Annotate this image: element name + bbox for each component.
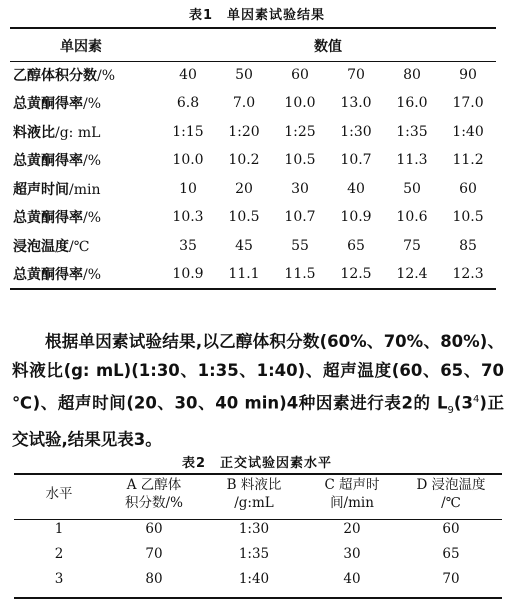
table2-cell: 1: [54, 520, 64, 537]
table1-cell: 10.5: [452, 209, 484, 226]
table2-cell: 1:35: [238, 545, 270, 562]
table1-cell: 13.0: [340, 95, 372, 112]
table1-cell: 10.3: [172, 209, 204, 226]
table1-cell: 11.5: [284, 266, 316, 283]
table1-cell: 60: [291, 66, 309, 83]
table2-cell: 1:30: [238, 520, 270, 537]
table1-cell: 17.0: [452, 95, 484, 112]
table1-cell: 10.7: [284, 209, 316, 226]
table1-row-label-text: 乙醇体积分数: [13, 67, 97, 84]
table1: [10, 32, 496, 289]
table1-cell: 1:40: [452, 123, 484, 140]
table2-header-rule: [14, 519, 502, 520]
table2-cell: 70: [145, 545, 163, 562]
table1-cell: 16.0: [396, 95, 428, 112]
table1-row-label: [10, 118, 160, 147]
table1-cell: 6.8: [176, 95, 200, 112]
table1-row-label-text: 总黄酮得率: [13, 153, 83, 170]
table2-cell: 70: [442, 570, 460, 587]
table2-cell: 40: [343, 570, 361, 587]
table2-header-cell: [104, 474, 204, 516]
table2-header-line1: C 超声时: [324, 477, 380, 493]
paragraph-subscript: 9: [447, 404, 454, 416]
table1-row-label: [10, 61, 160, 90]
table2-header-cell: [14, 474, 104, 516]
table2-caption: 表2 正交试验因素水平: [181, 456, 333, 471]
table1-cell: 60: [459, 180, 477, 197]
table1-cell: 85: [459, 237, 477, 254]
table1-row-label-text: 料液比: [13, 124, 55, 141]
table1-bottom-rule: [10, 288, 496, 290]
table1-cell: 40: [347, 180, 365, 197]
table1-row: [10, 146, 496, 175]
table1-cell: 80: [403, 66, 421, 83]
table1-cell: 90: [459, 66, 477, 83]
table1-header-row: [10, 32, 496, 61]
table1-row-label-text: 总黄酮得率: [13, 96, 83, 113]
table1-row-label-unit: /%: [83, 153, 102, 170]
paragraph-text-mid: (3: [453, 393, 473, 413]
table2-header-line1: A 乙醇体: [126, 477, 182, 493]
table1-cell: 10.6: [396, 209, 428, 226]
table2-cell: 80: [145, 570, 163, 587]
table2-header-line1: B 料液比: [226, 477, 282, 493]
table1-row-label-unit: /min: [69, 181, 101, 198]
table2-cell: 30: [343, 545, 361, 562]
table1-row-label-unit: /%: [83, 267, 102, 284]
table1-row: [10, 118, 496, 147]
table1-cell: 10.5: [228, 209, 260, 226]
table1-cell: 45: [235, 237, 253, 254]
table1-cell: 65: [347, 237, 365, 254]
table1-row-label: [10, 175, 160, 204]
table1-row-label: [10, 260, 160, 289]
table2-header-cell: [304, 474, 400, 516]
table2-header-cell: [204, 474, 304, 516]
table1-row: [10, 232, 496, 261]
table2-bottom-rule: [14, 597, 502, 599]
table2-row: [14, 541, 502, 566]
table1-cell: 1:30: [340, 123, 372, 140]
table2-header-cell: [400, 474, 502, 516]
table1-cell: 10.0: [284, 95, 316, 112]
table1-cell: 35: [179, 237, 197, 254]
table1-row: [10, 61, 496, 90]
table2-cell: 60: [442, 520, 460, 537]
table1-cell: 7.0: [232, 95, 256, 112]
table1-cell: 1:15: [172, 123, 204, 140]
table1-cell: 12.5: [340, 266, 372, 283]
table1-row-label-unit: /℃: [69, 238, 90, 255]
table1-cell: 11.1: [228, 266, 260, 283]
table1-cell: 75: [403, 237, 421, 254]
table1-cell: 11.3: [396, 152, 428, 169]
table1-row-label-unit: /%: [83, 210, 102, 227]
table1-cell: 40: [179, 66, 197, 83]
table1-row-label: [10, 203, 160, 232]
table1-cell: 10.0: [172, 152, 204, 169]
table1-header-values: 数值: [314, 39, 343, 56]
table1-row-label-text: 超声时间: [13, 181, 69, 198]
paragraph-superscript: 4: [472, 394, 480, 405]
table1-cell: 20: [235, 180, 253, 197]
table1-row-label-text: 总黄酮得率: [13, 267, 83, 284]
table1-header-factor: 单因素: [60, 39, 102, 56]
table1-cell: 10.9: [172, 266, 204, 283]
table1-row-label-unit: /%: [83, 96, 102, 113]
table1-cell: 55: [291, 237, 309, 254]
table2-header-line2: 间/min: [330, 495, 374, 511]
table1-cell: 50: [235, 66, 253, 83]
table1-row: [10, 175, 496, 204]
table1-row-label: [10, 146, 160, 175]
table1-cell: 10.2: [228, 152, 260, 169]
table2-header-line1: 水平: [45, 486, 73, 502]
table2-cell: 1:40: [238, 570, 270, 587]
table1-row-label: [10, 89, 160, 118]
table1-cell: 1:20: [228, 123, 260, 140]
paragraph-text: [12, 327, 504, 454]
table1-row: [10, 260, 496, 289]
table1-row-label-text: 浸泡温度: [13, 238, 69, 255]
table2-cell: 3: [54, 570, 64, 587]
paragraph-text-after: )正交试验,结果见表3。: [12, 393, 504, 449]
paragraph-text-before: 根据单因素试验结果,以乙醇体积分数(60%、70%、80%)、料液比(g: mL)(1:30、1:35、1:40)、超声温度(60、65、70 ℃)、超声时间(20、30、40 min)4种因素进行表2的 L: [12, 332, 504, 413]
table1-row-label-unit: /g: mL: [55, 124, 101, 141]
table2-cell: 20: [343, 520, 361, 537]
table2-row: [14, 566, 502, 591]
table2-cell: 2: [54, 545, 64, 562]
table1-cell: 30: [291, 180, 309, 197]
table1-row-label-unit: /%: [97, 67, 116, 84]
table2-cell: 60: [145, 520, 163, 537]
table2-cell: 65: [442, 545, 460, 562]
table2-header-line1: D 浸泡温度: [416, 477, 486, 493]
body-paragraph: [12, 327, 504, 454]
table1-cell: 70: [347, 66, 365, 83]
table1-caption: 表1 单因素试验结果: [188, 8, 326, 23]
table1-row: [10, 203, 496, 232]
table2-header-line2: /℃: [441, 495, 461, 511]
table1-cell: 1:35: [396, 123, 428, 140]
table1-row: [10, 89, 496, 118]
table2-header-line2: 积分数/%: [125, 495, 183, 511]
table1-top-rule: [10, 27, 496, 29]
table1-row-label: [10, 232, 160, 261]
table1-cell: 50: [403, 180, 421, 197]
table2-header-line2: /g:mL: [234, 495, 274, 511]
table1-cell: 10: [179, 180, 197, 197]
table1-cell: 1:25: [284, 123, 316, 140]
table2: [14, 474, 502, 591]
table1-cell: 12.4: [396, 266, 428, 283]
table1-cell: 10.9: [340, 209, 372, 226]
table1-header-rule: [10, 61, 496, 62]
table1-row-label-text: 总黄酮得率: [13, 210, 83, 227]
table1-cell: 11.2: [452, 152, 484, 169]
table1-cell: 10.5: [284, 152, 316, 169]
table1-cell: 12.3: [452, 266, 484, 283]
table2-header-row: [14, 474, 502, 516]
table1-cell: 10.7: [340, 152, 372, 169]
